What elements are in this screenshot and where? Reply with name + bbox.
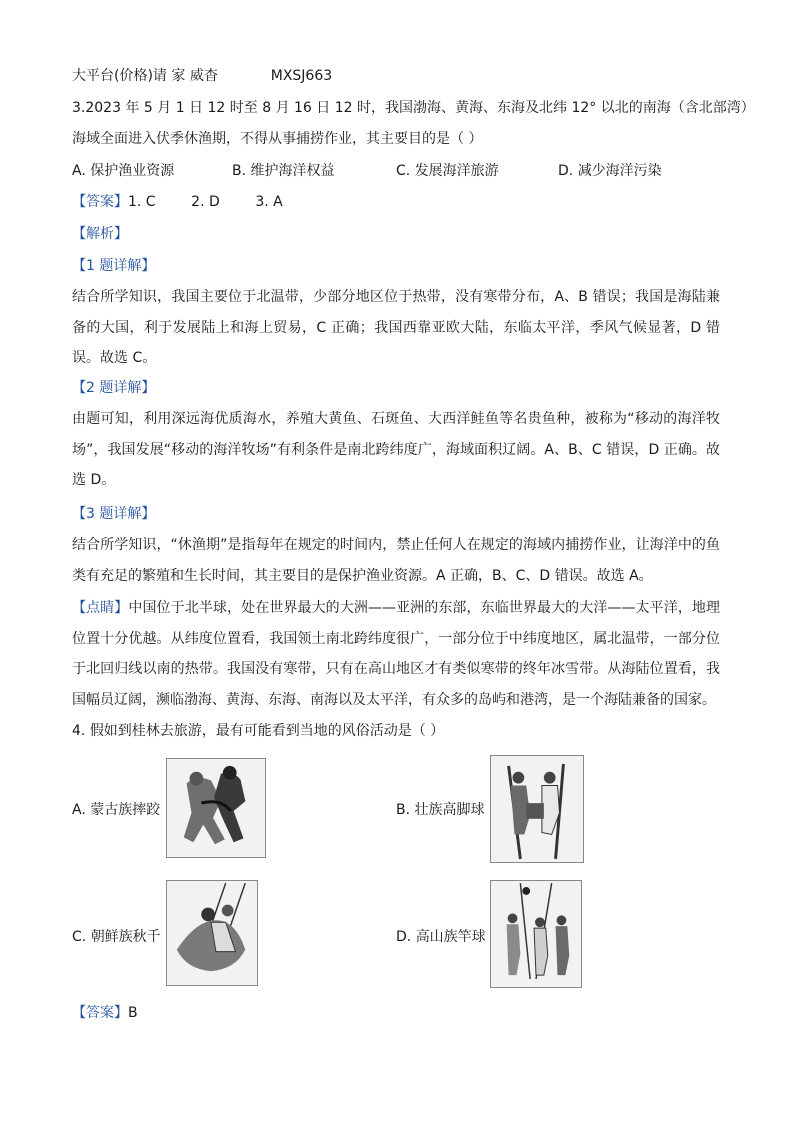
q4-option-d: D. 高山族竿球	[396, 929, 486, 945]
detail2-heading: 【2 题详解】	[72, 380, 156, 396]
pole-ball-icon	[491, 881, 581, 987]
q4-option-c: C. 朝鲜族秋千	[72, 929, 161, 945]
q4-stem	[72, 721, 444, 741]
swing-icon	[167, 881, 257, 985]
analysis-heading: 【解析】	[72, 226, 128, 242]
tip-text: 中国位于北半球，处在世界最大的大洲——亚洲的东部，东临世界最大的大洋——太平洋，地理位置十分优越。从纬度位置看，我国领土南北跨纬度很广，一部分位于中纬度地区，属北温带，一部分位于北回归线以南的热带。我国没有寒带，只有在高山地区才有类似寒带的终年冰雪带。从海陆位置看，我国幅员辽阔，濒临渤海、黄海、东海、南海以及太平洋，有众多的岛屿和港湾，是一个海陆兼备的国家。	[72, 600, 721, 708]
header-code: MXSJ663	[270, 68, 333, 84]
header-line	[72, 66, 332, 86]
q3-option-d: D. 减少海洋污染	[558, 163, 662, 179]
q3-stem-text-1: 2023 年 5 月 1 日 12 时至 8 月 16 日 12 时，我国渤海、黄海、东海及北纬 12° 以北的南海（含北部湾）	[85, 100, 755, 116]
detail1-text: 结合所学知识，我国主要位于北温带，少部分地区位于热带，没有寒带分布，A、B 错误；我国是海陆兼备的大国，利于发展陆上和海上贸易，C 正确；我国西靠亚欧大陆，东临太平洋，季风气候显著，D 错误。故选 C。	[72, 289, 720, 366]
pole-ball-illustration	[490, 880, 582, 988]
q3-option-b: B. 维护海洋权益	[232, 163, 335, 179]
stilt-ball-illustration	[490, 755, 584, 863]
answer-line-2	[72, 1003, 138, 1023]
detail2-text: 由题可知，利用深远海优质海水，养殖大黄鱼、石斑鱼、大西洋鲑鱼等名贵鱼种，被称为“移动的海洋牧场”，我国发展“移动的海洋牧场”有利条件是南北跨纬度广，海域面积辽阔。A、B、C 错误，D 正确。故选 D。	[72, 411, 720, 488]
answer-values: 1. C 2. D 3. A	[128, 194, 283, 210]
detail1-heading: 【1 题详解】	[72, 258, 156, 274]
q3-stem-line1	[72, 98, 755, 118]
answer-value-2: B	[128, 1005, 138, 1021]
stilt-ball-icon	[491, 756, 583, 862]
wrestling-icon	[167, 759, 265, 857]
detail3-text: 结合所学知识，“休渔期”是指每年在规定的时间内，禁止任何人在规定的海域内捕捞作业，让海洋中的鱼类有充足的繁殖和生长时间，其主要目的是保护渔业资源。A 正确，B、C、D 错误。故选 A。	[72, 537, 720, 584]
tip-tag: 【点睛】	[72, 600, 129, 616]
q3-option-c: C. 发展海洋旅游	[396, 163, 499, 179]
swing-illustration	[166, 880, 258, 986]
q4-option-b: B. 壮族高脚球	[396, 802, 485, 818]
q3-number: 3.	[72, 100, 86, 116]
detail3-heading: 【3 题详解】	[72, 506, 156, 522]
q3-stem-line2	[72, 129, 482, 149]
q3-option-a: A. 保护渔业资源	[72, 163, 175, 179]
answer-line-1	[72, 192, 283, 212]
tip-paragraph	[72, 593, 720, 715]
q3-stem-text-2: 海域全面进入伏季休渔期，不得从事捕捞作业，其主要目的是（ ）	[72, 131, 483, 147]
q4-stem-text: 假如到桂林去旅游，最有可能看到当地的风俗活动是（ ）	[89, 723, 445, 739]
q4-number: 4.	[72, 723, 86, 739]
answer-tag-2: 【答案】	[72, 1005, 128, 1021]
q4-option-a: A. 蒙古族摔跤	[72, 802, 161, 818]
answer-tag: 【答案】	[72, 194, 128, 210]
header-text: 大平台(价格)请 家 威杳	[72, 68, 218, 84]
wrestling-illustration	[166, 758, 266, 858]
